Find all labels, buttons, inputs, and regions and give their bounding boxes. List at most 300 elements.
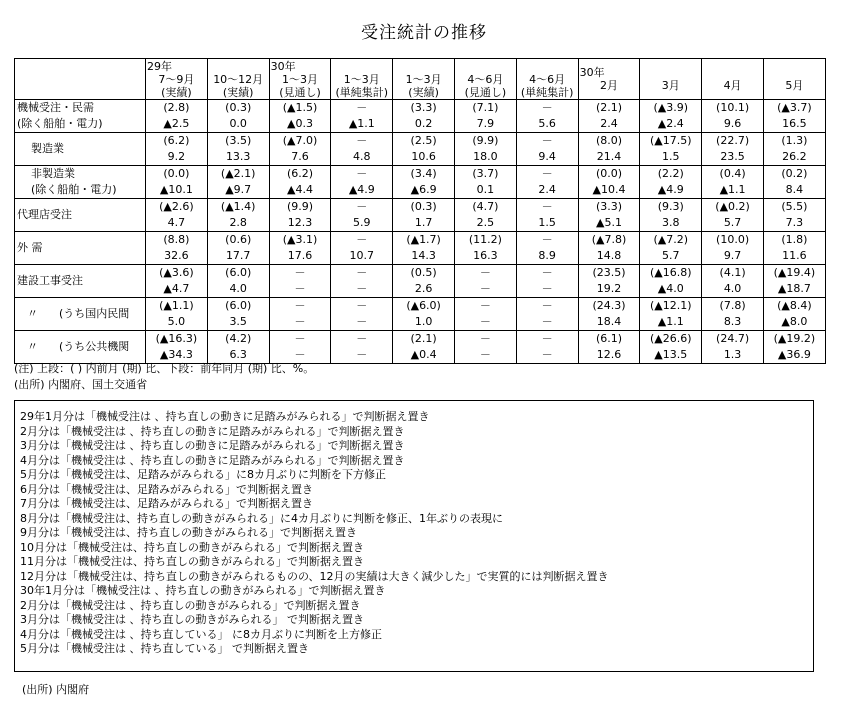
column-year xyxy=(331,60,392,73)
period-change-value: － xyxy=(356,266,368,279)
column-header xyxy=(207,59,269,100)
period-change-value: (0.3) xyxy=(410,200,437,213)
column-period: 5月 xyxy=(785,79,804,92)
column-year xyxy=(702,66,763,79)
table-row xyxy=(15,232,826,265)
table-cell xyxy=(516,100,578,133)
table-cell xyxy=(393,298,455,331)
table-cell xyxy=(207,331,269,364)
history-line: 4月分は「機械受注は 、持ち直している」 に8カ月ぶりに判断を上方修正 xyxy=(20,627,382,641)
yoy-change-value: ▲4.0 xyxy=(657,282,684,295)
yoy-change-value: 9.2 xyxy=(167,150,186,163)
period-change-value: (7.8) xyxy=(719,299,746,312)
column-header xyxy=(146,59,208,100)
table-cell xyxy=(269,133,331,166)
period-change-value: (3.3) xyxy=(595,200,623,213)
row-label xyxy=(15,298,146,331)
period-change-value: (▲3.9) xyxy=(653,101,689,114)
table-cell xyxy=(393,331,455,364)
period-change-value: (2.2) xyxy=(657,167,684,180)
period-change-value: － xyxy=(356,332,368,345)
history-line: 5月分は「機械受注は 、持ち直している」 で判断据え置き xyxy=(20,642,309,655)
yoy-change-value: 9.6 xyxy=(723,117,742,130)
yoy-change-value: 9.7 xyxy=(723,249,742,262)
yoy-change-value: ▲2.4 xyxy=(657,117,684,130)
table-cell xyxy=(578,298,640,331)
yoy-change-value: 2.4 xyxy=(600,117,618,130)
table-cell xyxy=(640,331,702,364)
row-label xyxy=(15,199,146,232)
period-change-value: － xyxy=(541,299,553,312)
period-change-value: (0.0) xyxy=(595,167,623,180)
period-change-value: (8.8) xyxy=(163,233,190,246)
yoy-change-value: 7.3 xyxy=(785,216,804,229)
column-header xyxy=(702,59,764,100)
yoy-change-value: ▲13.5 xyxy=(654,348,688,361)
period-change-value: (11.2) xyxy=(468,233,502,246)
column-period: 4～6月 xyxy=(467,72,504,86)
column-header xyxy=(393,59,455,100)
column-header xyxy=(454,59,516,100)
column-note: (見通し) xyxy=(464,85,507,99)
column-header xyxy=(578,59,640,100)
table-cell xyxy=(269,331,331,364)
history-line: 8月分は「機械受注は、持ち直しの動きがみられる」に4カ月ぶりに判断を修正、1年ぶりの表現に xyxy=(20,511,503,525)
period-change-value: (0.6) xyxy=(225,233,252,246)
period-change-value: (2.1) xyxy=(410,332,437,345)
table-cell xyxy=(454,133,516,166)
table-cell xyxy=(454,199,516,232)
period-change-value: (▲19.4) xyxy=(773,266,816,279)
yoy-change-value: ▲34.3 xyxy=(159,348,193,361)
column-period: 3月 xyxy=(661,79,680,92)
period-change-value: (7.1) xyxy=(472,101,499,114)
table-cell xyxy=(454,331,516,364)
yoy-change-value: － xyxy=(479,315,491,328)
row-label-text: 製造業 xyxy=(31,142,64,155)
period-change-value: (▲1.4) xyxy=(220,200,256,213)
table-cell xyxy=(454,166,516,199)
yoy-change-value: 14.3 xyxy=(411,249,436,262)
period-change-value: － xyxy=(294,332,306,345)
yoy-change-value: 2.5 xyxy=(476,216,495,229)
row-label xyxy=(15,166,146,199)
period-change-value: (9.3) xyxy=(657,200,684,213)
table-cell xyxy=(763,232,825,265)
column-note: (見通し) xyxy=(279,85,321,99)
yoy-change-value: － xyxy=(541,315,553,328)
period-change-value: － xyxy=(479,299,491,312)
yoy-change-value: 1.3 xyxy=(723,348,742,361)
table-cell xyxy=(331,265,393,298)
table-cell xyxy=(763,100,825,133)
table-cell xyxy=(331,232,393,265)
judgment-history-box xyxy=(14,400,814,672)
period-change-value: (23.5) xyxy=(592,266,626,279)
row-label-line2: (除く船舶・電力) xyxy=(17,117,103,130)
table-cell xyxy=(146,166,208,199)
column-note: (単純集計) xyxy=(335,85,389,99)
yoy-change-value: 16.5 xyxy=(782,117,807,130)
yoy-change-value: 2.4 xyxy=(538,183,556,196)
row-label xyxy=(15,133,146,166)
table-cell xyxy=(516,166,578,199)
period-change-value: － xyxy=(356,167,368,180)
table-cell xyxy=(702,298,764,331)
history-line: 10月分は「機械受注は、持ち直しの動きがみられる」で判断据え置き xyxy=(20,540,364,554)
table-row xyxy=(15,265,826,298)
column-note: (実績) xyxy=(222,85,254,99)
history-line: 3月分は「機械受注は 、持ち直しの動きに足踏みがみられる」で判断据え置き xyxy=(20,439,405,452)
period-change-value: (▲7.0) xyxy=(282,134,318,147)
table-header-row xyxy=(15,59,826,100)
period-change-value: (2.8) xyxy=(163,101,190,114)
table-row xyxy=(15,100,826,133)
yoy-change-value: 3.5 xyxy=(229,315,247,328)
period-change-value: (▲1.7) xyxy=(406,233,441,246)
yoy-change-value: 8.4 xyxy=(785,183,804,196)
yoy-change-value: 0.0 xyxy=(229,117,247,130)
period-change-value: (8.0) xyxy=(595,134,623,147)
yoy-change-value: 11.6 xyxy=(782,249,807,262)
column-period: 4月 xyxy=(723,79,742,92)
table-cell xyxy=(331,331,393,364)
column-period: 2月 xyxy=(599,79,618,92)
table-cell xyxy=(640,232,702,265)
period-change-value: (1.8) xyxy=(781,233,808,246)
yoy-change-value: 0.2 xyxy=(414,117,433,130)
header-corner xyxy=(15,59,146,100)
table-cell xyxy=(702,100,764,133)
history-line: 30年1月分は「機械受注は 、持ち直しの動きがみられる」で判断据え置き xyxy=(20,584,386,597)
yoy-change-value: ▲4.9 xyxy=(348,183,375,196)
yoy-change-value: ▲0.4 xyxy=(410,348,437,361)
period-change-value: (4.7) xyxy=(472,200,499,213)
row-label-line1: 機械受注・民需 xyxy=(17,101,94,114)
table-cell xyxy=(146,298,208,331)
yoy-change-value: 26.2 xyxy=(782,150,807,163)
period-change-value: (3.3) xyxy=(410,101,437,114)
period-change-value: (6.2) xyxy=(286,167,314,180)
yoy-change-value: 8.3 xyxy=(723,315,742,328)
yoy-change-value: － xyxy=(479,282,491,295)
table-cell xyxy=(269,100,331,133)
period-change-value: － xyxy=(541,266,553,279)
yoy-change-value: 10.7 xyxy=(349,249,375,262)
yoy-change-value: 12.3 xyxy=(287,216,313,229)
table-cell xyxy=(516,265,578,298)
yoy-change-value: 5.9 xyxy=(353,216,371,229)
yoy-change-value: 7.9 xyxy=(476,117,495,130)
row-label xyxy=(15,232,146,265)
table-cell xyxy=(207,265,269,298)
yoy-change-value: ▲9.7 xyxy=(225,183,252,196)
column-period: 7～9月 xyxy=(158,72,195,86)
period-change-value: (5.5) xyxy=(781,200,808,213)
row-label-line2: (除く船舶・電力) xyxy=(31,183,117,196)
table-cell xyxy=(763,298,825,331)
yoy-change-value: ▲18.7 xyxy=(777,282,811,295)
table-cell xyxy=(454,100,516,133)
table-cell xyxy=(207,232,269,265)
column-year xyxy=(393,60,454,73)
table-cell xyxy=(640,133,702,166)
table-cell xyxy=(516,199,578,232)
table-row xyxy=(15,133,826,166)
yoy-change-value: ▲1.1 xyxy=(657,315,684,328)
yoy-change-value: － xyxy=(294,348,306,361)
table-cell xyxy=(269,298,331,331)
history-line: 4月分は「機械受注は 、持ち直しの動きに足踏みがみられる」で判断据え置き xyxy=(20,453,405,467)
column-header xyxy=(269,59,331,100)
period-change-value: (2.5) xyxy=(410,134,437,147)
yoy-change-value: 13.3 xyxy=(225,150,251,163)
column-period: 1～3月 xyxy=(343,72,380,86)
table-cell xyxy=(393,199,455,232)
yoy-change-value: ▲10.4 xyxy=(592,183,626,196)
period-change-value: － xyxy=(541,233,553,246)
period-change-value: － xyxy=(356,134,368,147)
period-change-value: － xyxy=(541,200,553,213)
period-change-value: － xyxy=(294,266,306,279)
yoy-change-value: － xyxy=(294,282,306,295)
table-cell xyxy=(146,199,208,232)
table-cell xyxy=(207,133,269,166)
yoy-change-value: 6.3 xyxy=(229,348,247,361)
period-change-value: － xyxy=(294,299,306,312)
period-change-value: － xyxy=(356,233,368,246)
table-cell xyxy=(269,199,331,232)
period-change-value: (4.1) xyxy=(719,266,746,279)
table-cell xyxy=(516,298,578,331)
period-change-value: － xyxy=(541,332,553,345)
period-change-value: (3.5) xyxy=(225,134,252,147)
table-cell xyxy=(393,133,455,166)
period-change-value: (▲1.5) xyxy=(282,101,318,114)
column-year xyxy=(208,60,269,73)
column-header xyxy=(763,59,825,100)
history-line: 9月分は「機械受注は、持ち直しの動きがみられる」で判断据え置き xyxy=(20,526,357,539)
row-label xyxy=(15,265,146,298)
row-label-text: 外 需 xyxy=(17,241,43,254)
table-cell xyxy=(269,166,331,199)
row-label xyxy=(15,331,146,364)
yoy-change-value: 5.6 xyxy=(538,117,556,130)
yoy-change-value: 32.6 xyxy=(164,249,189,262)
table-cell xyxy=(207,100,269,133)
table-cell xyxy=(763,166,825,199)
table-cell xyxy=(578,166,640,199)
table-cell xyxy=(763,199,825,232)
yoy-change-value: 17.6 xyxy=(287,249,313,262)
table-cell xyxy=(578,331,640,364)
period-change-value: － xyxy=(356,200,368,213)
row-label-wrap xyxy=(27,298,143,330)
column-note: (実績) xyxy=(161,85,192,99)
period-change-value: (2.1) xyxy=(595,101,623,114)
history-line: 2月分は「機械受注は 、持ち直しの動きに足踏みがみられる」で判断据え置き xyxy=(20,424,405,438)
yoy-change-value: 10.6 xyxy=(411,150,436,163)
table-cell xyxy=(331,199,393,232)
row-label-text: 建設工事受注 xyxy=(17,274,83,287)
yoy-change-value: 16.3 xyxy=(473,249,498,262)
table-cell xyxy=(702,232,764,265)
yoy-change-value: 14.8 xyxy=(596,249,622,262)
table-cell xyxy=(516,331,578,364)
yoy-change-value: 1.0 xyxy=(414,315,433,328)
column-year xyxy=(764,66,825,79)
period-change-value: (▲16.3) xyxy=(155,332,198,345)
table-cell xyxy=(331,298,393,331)
yoy-change-value: 5.7 xyxy=(662,249,680,262)
table-cell xyxy=(146,133,208,166)
column-note: (実績) xyxy=(408,85,439,99)
yoy-change-value: 2.6 xyxy=(414,282,433,295)
period-change-value: (24.3) xyxy=(592,299,626,312)
table-cell xyxy=(640,100,702,133)
column-year: 30年 xyxy=(270,59,296,73)
yoy-change-value: － xyxy=(356,315,368,328)
period-change-value: (24.7) xyxy=(716,332,750,345)
ditto-mark: 〃 xyxy=(27,307,38,320)
history-line: 7月分は「機械受注は、足踏みがみられる」で判断据え置き xyxy=(20,497,313,510)
table-cell xyxy=(207,298,269,331)
page-title: 受注統計の推移 xyxy=(361,23,487,43)
period-change-value: (0.0) xyxy=(163,167,190,180)
yoy-change-value: ▲4.4 xyxy=(287,183,313,196)
table-row xyxy=(15,331,826,364)
yoy-change-value: ▲1.1 xyxy=(348,117,375,130)
period-change-value: (3.7) xyxy=(472,167,499,180)
yoy-change-value: 5.7 xyxy=(723,216,742,229)
table-cell xyxy=(578,133,640,166)
column-period: 4～6月 xyxy=(529,72,566,86)
column-year: 30年 xyxy=(579,66,605,79)
table-cell xyxy=(516,133,578,166)
column-note: (単純集計) xyxy=(520,85,574,99)
table-cell xyxy=(763,265,825,298)
table-cell xyxy=(454,265,516,298)
period-change-value: (3.4) xyxy=(410,167,437,180)
table-row xyxy=(15,298,826,331)
table-cell xyxy=(393,232,455,265)
yoy-change-value: ▲36.9 xyxy=(777,348,811,361)
table-cell xyxy=(207,166,269,199)
table-cell xyxy=(640,166,702,199)
column-year: 29年 xyxy=(147,59,172,73)
column-year xyxy=(640,66,701,79)
yoy-change-value: 17.7 xyxy=(225,249,251,262)
table-cell xyxy=(702,331,764,364)
period-change-value: － xyxy=(356,101,368,114)
yoy-change-value: ▲5.1 xyxy=(596,216,622,229)
table-cell xyxy=(331,166,393,199)
yoy-change-value: 0.1 xyxy=(476,183,495,196)
yoy-change-value: 4.8 xyxy=(353,150,371,163)
history-line: 3月分は「機械受注は 、持ち直しの動きがみられる」 で判断据え置き xyxy=(20,613,364,626)
yoy-change-value: 19.2 xyxy=(596,282,622,295)
yoy-change-value: 8.9 xyxy=(538,249,556,262)
table-row xyxy=(15,166,826,199)
table-cell xyxy=(146,232,208,265)
yoy-change-value: ▲10.1 xyxy=(159,183,193,196)
period-change-value: (1.3) xyxy=(781,134,808,147)
period-change-value: (▲19.2) xyxy=(773,332,816,345)
yoy-change-value: － xyxy=(356,282,368,295)
row-label xyxy=(15,100,146,133)
column-header xyxy=(516,59,578,100)
history-line: 5月分は「機械受注は、足踏みがみられる」に8カ月ぶりに判断を下方修正 xyxy=(20,468,386,481)
column-year xyxy=(455,60,516,73)
period-change-value: (9.9) xyxy=(286,200,314,213)
history-line: 2月分は「機械受注は 、持ち直しの動きがみられる」で判断据え置き xyxy=(20,598,361,612)
period-change-value: (6.1) xyxy=(595,332,623,345)
yoy-change-value: － xyxy=(294,315,306,328)
period-change-value: (▲1.1) xyxy=(159,299,194,312)
yoy-change-value: ▲8.0 xyxy=(781,315,808,328)
period-change-value: (▲2.6) xyxy=(159,200,194,213)
yoy-change-value: 4.0 xyxy=(229,282,247,295)
row-label-text: (うち国内民間 xyxy=(59,307,130,320)
yoy-change-value: ▲0.3 xyxy=(287,117,313,130)
table-cell xyxy=(393,100,455,133)
table-footnote: (注) 上段：( ) 内前月 (期) 比、下段：前年同月 (期) 比、%。 xyxy=(14,362,315,375)
period-change-value: (0.4) xyxy=(719,167,746,180)
table-cell xyxy=(146,265,208,298)
yoy-change-value: 3.8 xyxy=(662,216,680,229)
table-cell xyxy=(578,100,640,133)
ditto-mark: 〃 xyxy=(27,340,38,353)
period-change-value: (10.0) xyxy=(716,233,750,246)
order-statistics-table xyxy=(14,58,826,364)
period-change-value: (▲17.5) xyxy=(650,134,692,147)
period-change-value: (4.2) xyxy=(225,332,252,345)
yoy-change-value: 18.0 xyxy=(473,150,498,163)
row-label-text: (うち公共機関 xyxy=(59,340,130,353)
period-change-value: (▲3.6) xyxy=(159,266,194,279)
yoy-change-value: ▲4.9 xyxy=(657,183,684,196)
table-cell xyxy=(702,133,764,166)
yoy-change-value: ▲1.1 xyxy=(719,183,746,196)
period-change-value: (6.0) xyxy=(225,266,252,279)
table-cell xyxy=(393,265,455,298)
table-cell xyxy=(516,232,578,265)
table-cell xyxy=(702,199,764,232)
period-change-value: (▲26.6) xyxy=(650,332,692,345)
yoy-change-value: 12.6 xyxy=(596,348,622,361)
table-row xyxy=(15,199,826,232)
period-change-value: － xyxy=(541,101,553,114)
table-cell xyxy=(454,232,516,265)
table-cell xyxy=(393,166,455,199)
column-period: 10～12月 xyxy=(213,72,264,86)
period-change-value: － xyxy=(541,134,553,147)
period-change-value: (6.0) xyxy=(225,299,252,312)
yoy-change-value: 21.4 xyxy=(596,150,622,163)
table-cell xyxy=(269,232,331,265)
row-label-text: 代理店受注 xyxy=(17,208,72,221)
column-period: 1～3月 xyxy=(281,72,318,86)
yoy-change-value: 1.7 xyxy=(414,216,433,229)
table-cell xyxy=(454,298,516,331)
period-change-value: (22.7) xyxy=(716,134,750,147)
period-change-value: (9.9) xyxy=(472,134,499,147)
table-cell xyxy=(207,199,269,232)
table-cell xyxy=(578,199,640,232)
yoy-change-value: ▲4.7 xyxy=(163,282,190,295)
period-change-value: (▲7.2) xyxy=(653,233,689,246)
table-cell xyxy=(763,331,825,364)
